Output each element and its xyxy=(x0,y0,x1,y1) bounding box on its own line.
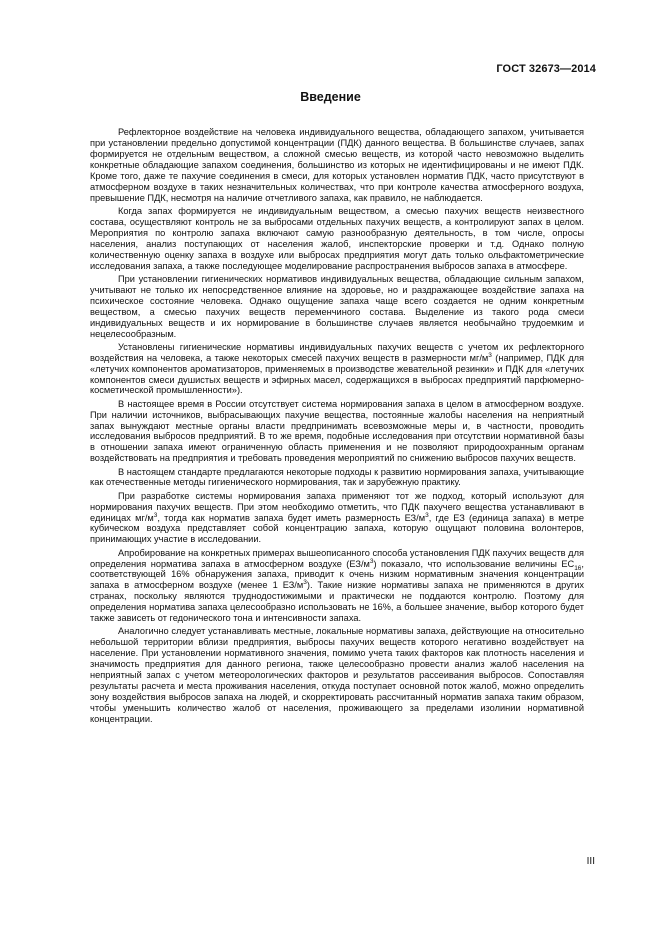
paragraph-text: При установлении гигиенических нормативов индивидуальных вещества, обладающие сильным запахом, учитывают не только их непосредственное влияние на здоровье, но и раздражающее воздействие запаха на психическое состояние человека. Однако ощущение запаха чаще всего создается не одним конкретным веществом, а смесью пахучих веществ переменчиного состава. Выделение из такого рода смеси индивидуальных веществ и их нормирование в большинстве случаев является необычайно трудоемким и нецелесообразным. xyxy=(90,273,584,339)
paragraph xyxy=(90,342,584,397)
paragraph-text: , соответствующей 16% обнаружения запаха, приводит к очень низким нормативным значения концентрации запаха в атмосферном воздухе (менее 1 ЕЗ/м xyxy=(90,558,584,591)
paragraph-text: При разработке системы нормирования запаха применяют тот же подход, который используют для нормирования пахучих веществ. При этом необходимо отметить, что ПДК пахучего вещества устанавливают в единицах мг/м xyxy=(90,490,584,523)
paragraph-text: ) показало, что использование величины ЕС xyxy=(373,558,575,569)
paragraph xyxy=(90,548,584,625)
paragraph xyxy=(90,127,584,204)
paragraph xyxy=(90,626,584,725)
paragraph xyxy=(90,206,584,272)
section-title: Введение xyxy=(300,90,361,104)
page-number: III xyxy=(586,856,595,867)
paragraph xyxy=(90,274,584,340)
paragraph xyxy=(90,467,584,489)
superscript: 3 xyxy=(153,511,158,519)
document-code: ГОСТ 32673—2014 xyxy=(496,63,596,75)
paragraph-text: (например, ПДК для «летучих компонентов ароматизаторов, применяемых в производстве жевательной резинки» и ПДК для «летучих компонентов смеси душистых веществ и эфирных масел, содержащихся в выбросах предприятий парфюмерно-косметической промышленности»). xyxy=(90,352,584,396)
paragraph-text: ). Такие низкие нормативы запаха не применяются в других странах, поскольку являются труднодостижимыми и практически не поддаются контролю. Поэтому для определения норматива запаха целесообразно использовать не 16%, а большее значение, выбор которого будет также зависеть от гедонического тона и интенсивности запаха. xyxy=(90,580,585,624)
paragraph-text: В настоящее время в России отсутствует система нормирования запаха в целом в атмосферном воздухе. При наличии источников, выбрасывающих пахучие вещества, постоянные жалобы населения на неприятный запах вынуждают местные органы власти предпринимать всевозможные меры и, в частности, проводить исследования выбросов предприятий. В то же время, подобные исследования при отсутствии нормативной базы в отношении запаха имеют ограниченную область применения и не позволяют природоохранным органам воздействовать на предприятия и требовать проведения мероприятий по снижению выбросов пахучих веществ. xyxy=(90,398,584,464)
superscript: 3 xyxy=(425,511,429,519)
paragraph-text: Рефлекторное воздействие на человека индивидуального вещества, обладающего запахом, учитывается при установлении предельно допустимой концентрации (ПДК) данного вещества. В большинстве случаев, запах формируется не отдельным веществом, а сложной смесью веществ, из которой часто невозможно выделить конкретные обладающие запахом соединения, большинство из которых не идентифицированы и не имеют ПДК. Кроме того, даже те пахучие соединения в смеси, для которых установлен норматив ПДК, часто присутствуют в атмосферном воздухе в таких незначительных количествах, что при контроле качества атмосферного воздуха, превышение ПДК, несмотря на наличие отчетливого запаха, как правило, не наблюдается. xyxy=(90,127,584,203)
paragraph-text: Когда запах формируется не индивидуальным веществом, а смесью пахучих веществ неизвестного состава, осуществляют контроль не за выбросами отдельных пахучих веществ, а контролируют запах в целом. Мероприятия по контролю запаха включают самую разнообразную деятельность, в том числе, опросы населения, анализ поступающих от населения жалоб, инспекторские проверки и т.д. Однако полную количественную оценку запаха в воздухе или выбросах предприятия могут дать только ольфактометрические исследования запаха, а также последующее моделирование распространения выбросов запаха в атмосфере. xyxy=(90,205,584,271)
body-text xyxy=(90,127,584,727)
subscript: 16 xyxy=(574,564,582,572)
paragraph-text: , где ЕЗ (единица запаха) в метре кубическом воздуха представляет собой концентрацию запаха, которую ощущают половина волонтеров, принимающих участие в исследовании. xyxy=(90,512,584,545)
paragraph xyxy=(90,491,584,546)
paragraph-text: Апробирование на конкретных примерах вышеописанного способа установления ПДК пахучих веществ для определения норматива запаха в атмосферном воздухе (ЕЗ/м xyxy=(90,547,584,569)
paragraph xyxy=(90,399,584,465)
paragraph-text: Установлены гигиенические нормативы индивидуальных пахучих веществ с учетом их рефлекторного воздействия на человека, а также некоторых смесей пахучих веществ в размерности мг/м xyxy=(90,341,584,363)
superscript: 3 xyxy=(488,351,492,359)
paragraph-text: В настоящем стандарте предлагаются некоторые подходы к развитию нормирования запаха, учитывающие как отечественные методы гигиенического нормирования, так и зарубежную практику. xyxy=(90,466,584,488)
superscript: 3 xyxy=(369,557,374,565)
paragraph-text: Аналогично следует устанавливать местные, локальные нормативы запаха, действующие на относительно небольшой территории вблизи предприятия, выбросы пахучих веществ которого негативно воздействует на население. При установлении нормативного значения, помимо учета таких факторов как плотность населения и значимость предприятия для данного региона, также целесообразно провести анализ жалоб населения на неприятный запах с учетом метеорологических факторов и результатов рассеивания выбросов. Сопоставляя результаты расчета и места проживания населения, откуда поступает основной поток жалоб, можно определить зону воздействия выбросов запаха на людей, и скорректировать рассчитанный норматив запаха таким образом, чтобы уменьшить количество жалоб от населения, проживающего за пределами изолинии нормативной концентрации. xyxy=(90,626,584,725)
paragraph-text: , тогда как норматив запаха будет иметь размерность ЕЗ/м xyxy=(157,512,426,523)
superscript: 3 xyxy=(303,579,307,587)
